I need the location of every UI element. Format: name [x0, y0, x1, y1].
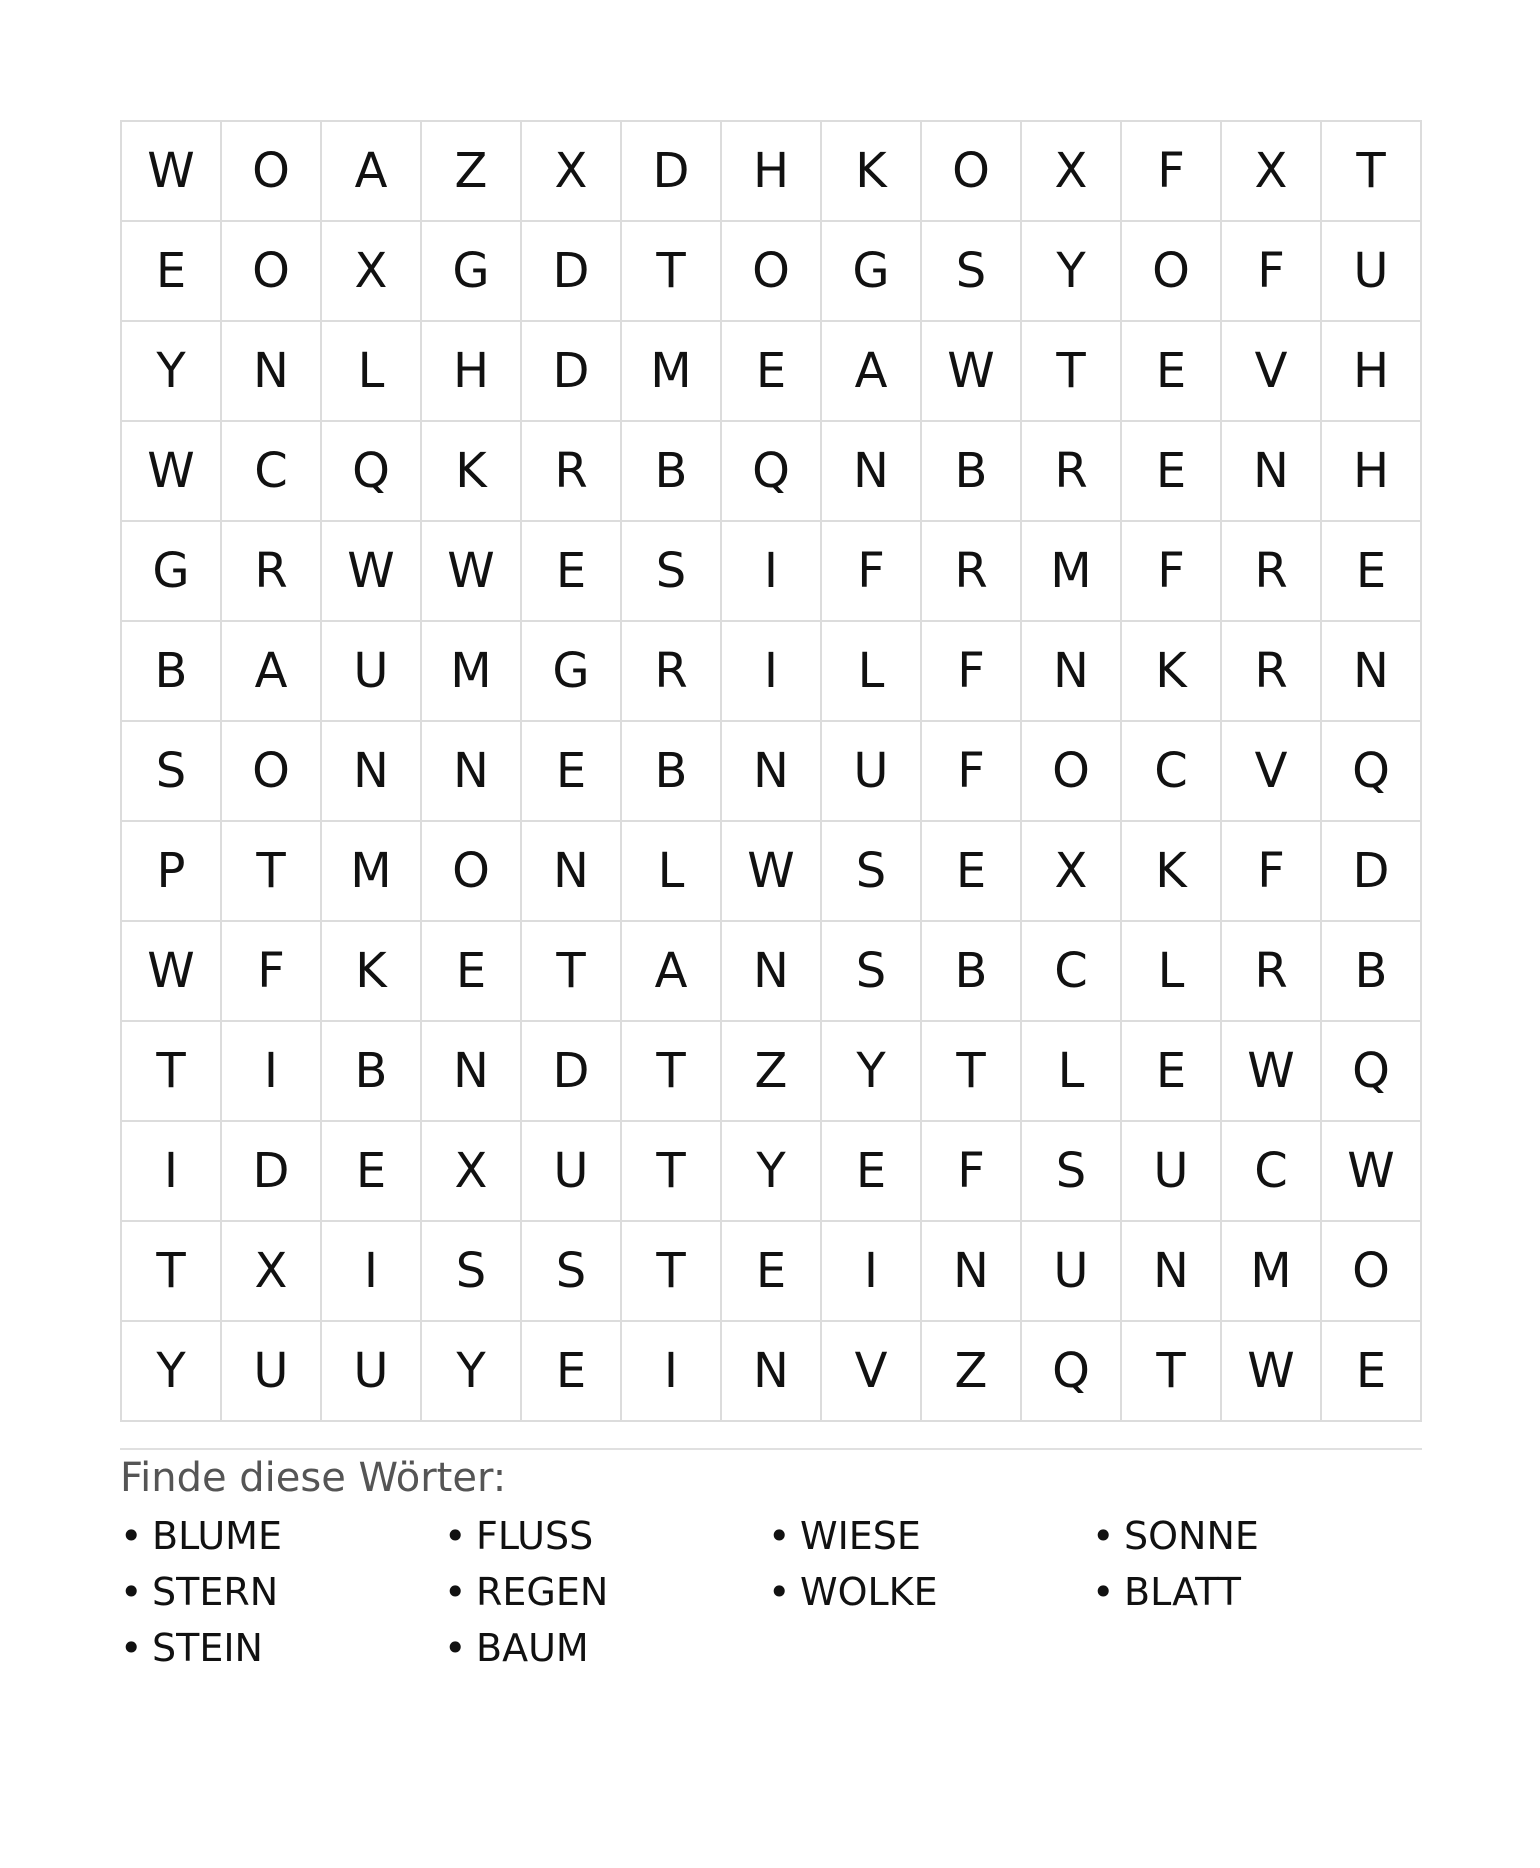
word-list-item — [1092, 1564, 1416, 1620]
grid-cell[interactable]: T — [622, 1122, 722, 1222]
grid-cell[interactable]: M — [1222, 1222, 1322, 1322]
grid-cell[interactable]: B — [622, 422, 722, 522]
grid-cell[interactable]: T — [922, 1022, 1022, 1122]
word-label: FLUSS — [476, 1514, 594, 1558]
word-search-puzzle — [120, 120, 1420, 1422]
bullet-icon: • — [768, 1514, 791, 1558]
grid-cell[interactable]: M — [322, 822, 422, 922]
bullet-icon: • — [120, 1626, 143, 1670]
grid-cell[interactable]: N — [822, 422, 922, 522]
grid-cell[interactable]: N — [1122, 1222, 1222, 1322]
grid-cell[interactable]: E — [122, 222, 222, 322]
grid-cell[interactable]: P — [122, 822, 222, 922]
grid-cell[interactable]: W — [1322, 1122, 1422, 1222]
grid-cell[interactable]: G — [522, 622, 622, 722]
word-label: BAUM — [476, 1626, 589, 1670]
grid-cell[interactable]: N — [722, 922, 822, 1022]
grid-cell[interactable]: L — [1122, 922, 1222, 1022]
grid-cell[interactable]: A — [222, 622, 322, 722]
letter-grid — [120, 120, 1422, 1422]
grid-cell[interactable]: S — [122, 722, 222, 822]
grid-cell[interactable]: G — [822, 222, 922, 322]
grid-cell[interactable]: T — [1022, 322, 1122, 422]
grid-cell[interactable]: W — [122, 922, 222, 1022]
grid-cell[interactable]: R — [1222, 522, 1322, 622]
grid-cell[interactable]: R — [1022, 422, 1122, 522]
instructions-heading: Finde diese Wörter: — [120, 1455, 507, 1501]
grid-cell[interactable]: Y — [122, 1322, 222, 1422]
grid-cell[interactable]: U — [322, 622, 422, 722]
grid-cell[interactable]: I — [622, 1322, 722, 1422]
grid-cell[interactable]: N — [522, 822, 622, 922]
grid-cell[interactable]: Q — [1322, 1022, 1422, 1122]
grid-cell[interactable]: S — [522, 1222, 622, 1322]
grid-cell[interactable]: W — [422, 522, 522, 622]
grid-cell[interactable]: D — [222, 1122, 322, 1222]
grid-cell[interactable]: X — [1222, 122, 1322, 222]
word-label: WIESE — [800, 1514, 921, 1558]
grid-cell[interactable]: T — [222, 822, 322, 922]
word-list-item — [444, 1564, 768, 1620]
bullet-icon: • — [444, 1570, 467, 1614]
grid-cell[interactable]: X — [222, 1222, 322, 1322]
grid-cell[interactable]: C — [1022, 922, 1122, 1022]
bullet-icon: • — [1092, 1570, 1115, 1614]
grid-cell[interactable]: U — [1022, 1222, 1122, 1322]
grid-cell[interactable]: M — [622, 322, 722, 422]
grid-cell[interactable]: E — [1322, 1322, 1422, 1422]
grid-cell[interactable]: S — [622, 522, 722, 622]
grid-cell[interactable]: Y — [822, 1022, 922, 1122]
grid-cell[interactable]: W — [122, 122, 222, 222]
word-label: SONNE — [1124, 1514, 1259, 1558]
grid-cell[interactable]: R — [922, 522, 1022, 622]
grid-cell[interactable]: G — [122, 522, 222, 622]
grid-cell[interactable]: K — [322, 922, 422, 1022]
grid-cell[interactable]: F — [1222, 222, 1322, 322]
word-list-item — [120, 1564, 444, 1620]
grid-cell[interactable]: Z — [922, 1322, 1022, 1422]
grid-cell[interactable]: F — [1122, 122, 1222, 222]
word-label: BLATT — [1124, 1570, 1241, 1614]
grid-cell[interactable]: Z — [722, 1022, 822, 1122]
word-list-item — [444, 1508, 768, 1564]
grid-cell[interactable]: N — [722, 1322, 822, 1422]
grid-cell[interactable]: E — [722, 1222, 822, 1322]
grid-cell[interactable]: O — [422, 822, 522, 922]
grid-cell[interactable]: C — [222, 422, 322, 522]
bullet-icon: • — [444, 1626, 467, 1670]
grid-cell[interactable]: U — [322, 1322, 422, 1422]
grid-cell[interactable]: N — [222, 322, 322, 422]
grid-cell[interactable]: B — [122, 622, 222, 722]
grid-cell[interactable]: U — [822, 722, 922, 822]
grid-cell[interactable]: X — [422, 1122, 522, 1222]
grid-cell[interactable]: T — [1322, 122, 1422, 222]
grid-cell[interactable]: Z — [422, 122, 522, 222]
grid-cell[interactable]: E — [522, 1322, 622, 1422]
grid-cell[interactable]: X — [1022, 822, 1122, 922]
grid-cell[interactable]: B — [922, 922, 1022, 1022]
word-label: WOLKE — [800, 1570, 938, 1614]
grid-cell[interactable]: E — [922, 822, 1022, 922]
grid-cell[interactable]: E — [1122, 1022, 1222, 1122]
grid-cell[interactable]: D — [522, 1022, 622, 1122]
grid-cell[interactable]: S — [822, 922, 922, 1022]
grid-cell[interactable]: E — [322, 1122, 422, 1222]
grid-cell[interactable]: W — [122, 422, 222, 522]
grid-cell[interactable]: W — [1222, 1022, 1322, 1122]
grid-cell[interactable]: I — [322, 1222, 422, 1322]
grid-cell[interactable]: M — [1022, 522, 1122, 622]
grid-cell[interactable]: O — [222, 122, 322, 222]
grid-cell[interactable]: A — [822, 322, 922, 422]
grid-cell[interactable]: U — [522, 1122, 622, 1222]
grid-cell[interactable]: X — [522, 122, 622, 222]
grid-cell[interactable]: E — [522, 522, 622, 622]
grid-cell[interactable]: Q — [322, 422, 422, 522]
grid-cell[interactable]: S — [1022, 1122, 1122, 1222]
grid-cell[interactable]: I — [722, 622, 822, 722]
grid-cell[interactable]: X — [322, 222, 422, 322]
grid-cell[interactable]: E — [522, 722, 622, 822]
grid-cell[interactable]: N — [922, 1222, 1022, 1322]
grid-cell[interactable]: V — [822, 1322, 922, 1422]
word-list-item — [120, 1620, 444, 1676]
grid-cell[interactable]: C — [1222, 1122, 1322, 1222]
bullet-icon: • — [768, 1570, 791, 1614]
grid-cell[interactable]: O — [922, 122, 1022, 222]
grid-cell[interactable]: Y — [722, 1122, 822, 1222]
grid-cell[interactable]: L — [822, 622, 922, 722]
word-list-item — [768, 1564, 1092, 1620]
grid-cell[interactable]: I — [822, 1222, 922, 1322]
bullet-icon: • — [444, 1514, 467, 1558]
word-label: REGEN — [476, 1570, 609, 1614]
grid-cell[interactable]: F — [922, 1122, 1022, 1222]
grid-cell[interactable]: W — [922, 322, 1022, 422]
grid-cell[interactable]: R — [1222, 622, 1322, 722]
bullet-icon: • — [120, 1514, 143, 1558]
grid-cell[interactable]: L — [622, 822, 722, 922]
grid-cell[interactable]: K — [822, 122, 922, 222]
grid-cell[interactable]: T — [622, 222, 722, 322]
grid-cell[interactable]: A — [322, 122, 422, 222]
grid-cell[interactable]: K — [422, 422, 522, 522]
grid-cell[interactable]: T — [122, 1222, 222, 1322]
grid-cell[interactable]: O — [222, 222, 322, 322]
grid-cell[interactable]: Y — [1022, 222, 1122, 322]
grid-cell[interactable]: G — [422, 222, 522, 322]
grid-cell[interactable]: X — [1022, 122, 1122, 222]
grid-cell[interactable]: Q — [1022, 1322, 1122, 1422]
word-label: STERN — [152, 1570, 279, 1614]
grid-cell[interactable]: R — [1222, 922, 1322, 1022]
word-list-item — [444, 1620, 768, 1676]
grid-cell[interactable]: R — [222, 522, 322, 622]
grid-cell[interactable]: O — [722, 222, 822, 322]
grid-cell[interactable]: V — [1222, 322, 1322, 422]
grid-cell[interactable]: F — [222, 922, 322, 1022]
word-list-item — [768, 1508, 1092, 1564]
grid-cell[interactable]: F — [922, 622, 1022, 722]
grid-cell[interactable]: K — [1122, 622, 1222, 722]
word-label: STEIN — [152, 1626, 263, 1670]
grid-cell[interactable]: T — [622, 1222, 722, 1322]
grid-cell[interactable]: E — [1122, 322, 1222, 422]
grid-cell[interactable]: U — [222, 1322, 322, 1422]
grid-cell[interactable]: E — [422, 922, 522, 1022]
bullet-icon: • — [1092, 1514, 1115, 1558]
grid-cell[interactable]: H — [1322, 322, 1422, 422]
grid-cell[interactable]: S — [822, 822, 922, 922]
grid-cell[interactable]: W — [322, 522, 422, 622]
grid-cell[interactable]: B — [922, 422, 1022, 522]
grid-cell[interactable]: U — [1122, 1122, 1222, 1222]
grid-cell[interactable]: Y — [122, 322, 222, 422]
grid-cell[interactable]: I — [122, 1122, 222, 1222]
grid-cell[interactable]: N — [422, 1022, 522, 1122]
word-label: BLUME — [152, 1514, 282, 1558]
grid-cell[interactable]: L — [1022, 1022, 1122, 1122]
grid-cell[interactable]: T — [1122, 1322, 1222, 1422]
grid-cell[interactable]: O — [1022, 722, 1122, 822]
grid-cell[interactable]: W — [1222, 1322, 1322, 1422]
grid-cell[interactable]: Q — [722, 422, 822, 522]
grid-cell[interactable]: D — [1322, 822, 1422, 922]
grid-cell[interactable]: O — [1122, 222, 1222, 322]
word-list — [120, 1508, 1416, 1676]
grid-cell[interactable]: C — [1122, 722, 1222, 822]
grid-cell[interactable]: R — [522, 422, 622, 522]
grid-cell[interactable]: U — [1322, 222, 1422, 322]
grid-cell[interactable]: N — [1222, 422, 1322, 522]
grid-cell[interactable]: S — [922, 222, 1022, 322]
grid-cell[interactable]: S — [422, 1222, 522, 1322]
grid-cell[interactable]: W — [722, 822, 822, 922]
grid-cell[interactable]: T — [522, 922, 622, 1022]
grid-cell[interactable]: B — [1322, 922, 1422, 1022]
grid-cell[interactable]: D — [522, 222, 622, 322]
grid-cell[interactable]: D — [522, 322, 622, 422]
grid-cell[interactable]: E — [1122, 422, 1222, 522]
grid-cell[interactable]: F — [1122, 522, 1222, 622]
grid-cell[interactable]: F — [922, 722, 1022, 822]
word-list-item — [120, 1508, 444, 1564]
bullet-icon: • — [120, 1570, 143, 1614]
grid-cell[interactable]: N — [322, 722, 422, 822]
grid-cell[interactable]: N — [422, 722, 522, 822]
word-list-item — [1092, 1508, 1416, 1564]
grid-cell[interactable]: H — [722, 122, 822, 222]
grid-cell[interactable]: N — [1022, 622, 1122, 722]
grid-cell[interactable]: N — [722, 722, 822, 822]
grid-cell[interactable]: H — [422, 322, 522, 422]
grid-cell[interactable]: A — [622, 922, 722, 1022]
grid-cell[interactable]: Y — [422, 1322, 522, 1422]
grid-cell[interactable]: O — [1322, 1222, 1422, 1322]
grid-cell[interactable]: K — [1122, 822, 1222, 922]
grid-cell[interactable]: D — [622, 122, 722, 222]
grid-cell[interactable]: I — [222, 1022, 322, 1122]
grid-cell[interactable]: N — [1322, 622, 1422, 722]
grid-cell[interactable]: T — [622, 1022, 722, 1122]
grid-cell[interactable]: E — [822, 1122, 922, 1222]
grid-cell[interactable]: V — [1222, 722, 1322, 822]
grid-cell[interactable]: M — [422, 622, 522, 722]
grid-cell[interactable]: R — [622, 622, 722, 722]
grid-cell[interactable]: T — [122, 1022, 222, 1122]
grid-cell[interactable]: E — [1322, 522, 1422, 622]
grid-cell[interactable]: B — [622, 722, 722, 822]
grid-cell[interactable]: H — [1322, 422, 1422, 522]
grid-cell[interactable]: E — [722, 322, 822, 422]
grid-cell[interactable]: I — [722, 522, 822, 622]
grid-cell[interactable]: F — [1222, 822, 1322, 922]
grid-cell[interactable]: B — [322, 1022, 422, 1122]
grid-cell[interactable]: Q — [1322, 722, 1422, 822]
grid-cell[interactable]: O — [222, 722, 322, 822]
grid-cell[interactable]: F — [822, 522, 922, 622]
grid-cell[interactable]: L — [322, 322, 422, 422]
